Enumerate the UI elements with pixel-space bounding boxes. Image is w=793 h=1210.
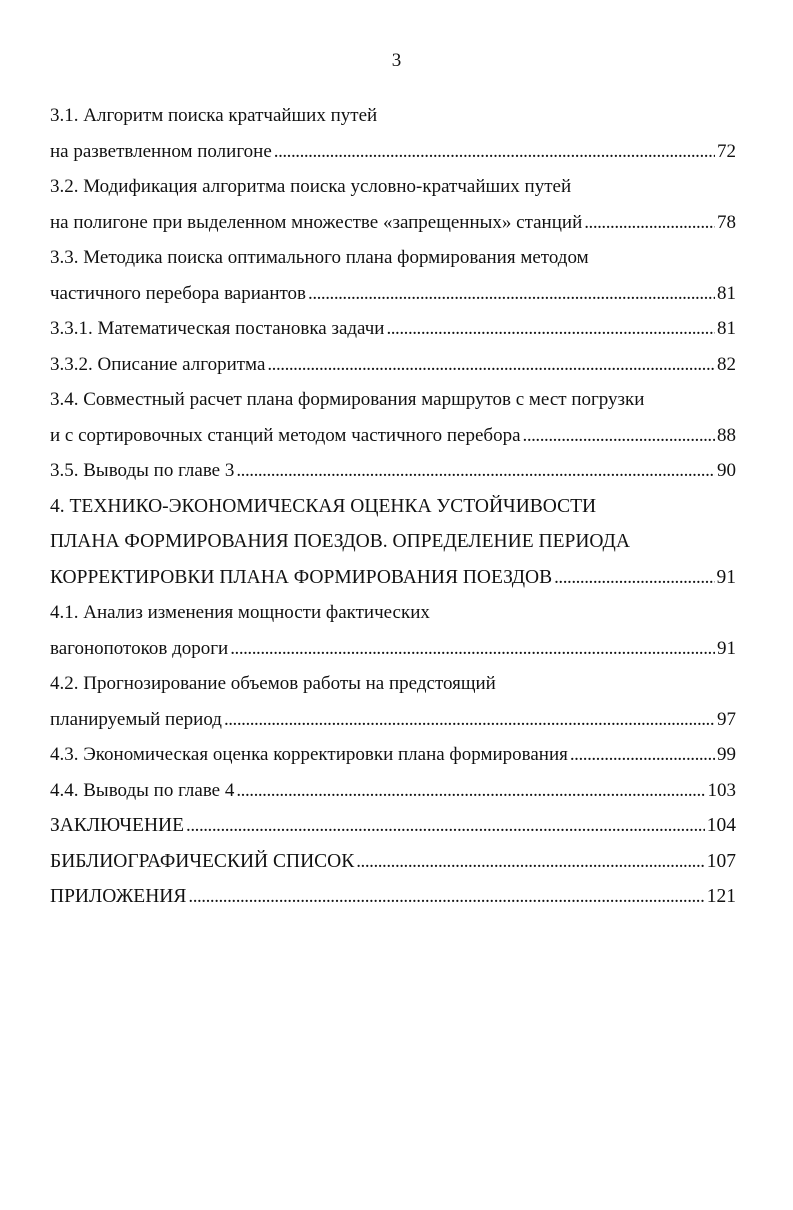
page-number: 3: [391, 50, 402, 71]
table-of-contents: [50, 98, 736, 915]
toc-entry-text: БИБЛИОГРАФИЧЕСКИЙ СПИСОК: [50, 850, 355, 872]
toc-entry-text: и с сортировочных станций методом частичного перебора: [50, 424, 521, 446]
toc-page-number: 91: [717, 637, 736, 659]
toc-page-number: 107: [706, 850, 736, 872]
dot-leader: [584, 205, 715, 241]
dot-leader: [224, 702, 715, 738]
toc-entry-last-line: [50, 418, 736, 454]
toc-page-number: 81: [717, 282, 736, 304]
toc-page-number: 88: [717, 424, 736, 446]
dot-leader: [523, 418, 715, 454]
toc-page-number: 97: [717, 708, 736, 730]
toc-entry-line: 4.2. Прогнозирование объемов работы на предстоящий: [50, 673, 496, 694]
dot-leader: [186, 808, 705, 844]
toc-entry-line: 4. ТЕХНИКО-ЭКОНОМИЧЕСКАЯ ОЦЕНКА УСТОЙЧИВОСТИ: [50, 495, 597, 517]
toc-page-number: 103: [707, 779, 736, 801]
dot-leader: [356, 844, 705, 880]
toc-entry-text: вагонопотоков дороги: [50, 637, 229, 659]
toc-entry-text: ЗАКЛЮЧЕНИЕ: [50, 815, 185, 836]
toc-entry-line: ПЛАНА ФОРМИРОВАНИЯ ПОЕЗДОВ. ОПРЕДЕЛЕНИЕ ПЕРИОДА: [50, 531, 630, 552]
toc-entry-last-line: [50, 773, 736, 809]
toc-page-number: 90: [717, 460, 736, 481]
toc-entry-line: 3.4. Совместный расчет плана формирования маршрутов с мест погрузки: [50, 389, 645, 410]
toc-entry-text: частичного перебора вариантов: [50, 282, 307, 304]
dot-leader: [236, 773, 705, 809]
toc-entry-last-line: [50, 205, 736, 241]
toc-entry-last-line: [50, 702, 736, 738]
toc-page-number: 99: [717, 744, 736, 765]
toc-page-number: 81: [717, 318, 736, 339]
toc-entry-line: 4.1. Анализ изменения мощности фактических: [50, 602, 430, 623]
toc-page-number: 91: [716, 566, 736, 588]
toc-entry-text: на разветвленном полигоне: [50, 140, 272, 162]
toc-entry-line: 3.3. Методика поиска оптимального плана формирования методом: [50, 247, 589, 268]
dot-leader: [188, 879, 704, 915]
toc-page-number: 72: [717, 140, 736, 162]
toc-entry-last-line: [50, 631, 736, 667]
toc-entry-text: 3.3.2. Описание алгоритма: [50, 353, 266, 375]
toc-entry-last-line: [50, 276, 736, 312]
toc-entry-text: 4.4. Выводы по главе 4: [50, 779, 235, 801]
toc-entry-text: 3.3.1. Математическая постановка задачи: [50, 318, 385, 339]
dot-leader: [274, 134, 715, 170]
dot-leader: [267, 347, 715, 383]
toc-page-number: 121: [706, 886, 736, 907]
toc-entry-text: планируемый период: [50, 708, 222, 730]
toc-entry-last-line: [50, 808, 736, 844]
toc-page-number: 78: [717, 211, 736, 233]
toc-entry-last-line: [50, 844, 736, 880]
toc-entry-line: 3.2. Модификация алгоритма поиска условно-кратчайших путей: [50, 176, 572, 197]
toc-entry-text: КОРРЕКТИРОВКИ ПЛАНА ФОРМИРОВАНИЯ ПОЕЗДОВ: [50, 566, 553, 588]
toc-entry-last-line: [50, 560, 736, 596]
dot-leader: [230, 631, 715, 667]
toc-entry-last-line: [50, 453, 736, 489]
toc-page-number: 82: [717, 353, 736, 375]
toc-entry-last-line: [50, 347, 736, 383]
toc-entry-text: ПРИЛОЖЕНИЯ: [50, 886, 187, 907]
toc-entry-last-line: [50, 737, 736, 773]
toc-entry-line: 3.1. Алгоритм поиска кратчайших путей: [50, 105, 378, 126]
dot-leader: [570, 737, 715, 773]
toc-entry-text: 4.3. Экономическая оценка корректировки плана формирования: [50, 744, 568, 765]
dot-leader: [308, 276, 715, 312]
toc-entry-text: 3.5. Выводы по главе 3: [50, 460, 235, 481]
toc-entry-last-line: [50, 311, 736, 347]
toc-entry-text: на полигоне при выделенном множестве «запрещенных» станций: [50, 211, 583, 233]
toc-entry-last-line: [50, 134, 736, 170]
dot-leader: [386, 311, 715, 347]
toc-entry-last-line: [50, 879, 736, 915]
toc-page-number: 104: [706, 815, 736, 836]
dot-leader: [236, 453, 715, 489]
dot-leader: [554, 560, 714, 596]
